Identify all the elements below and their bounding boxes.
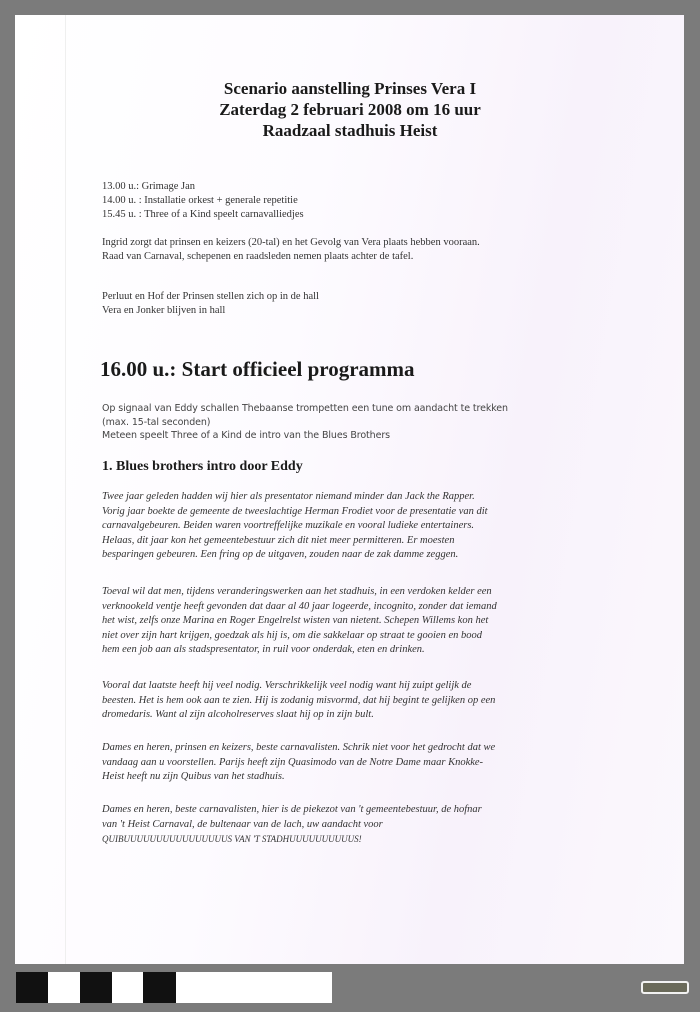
seating-paragraph [102, 236, 622, 264]
text-line: Raad van Carnaval, schepenen en raadsleden nemen plaats achter de tafel. [102, 251, 414, 262]
text-line: Twee jaar geleden hadden wij hier als presentator niemand minder dan Jack the Rapper. [102, 491, 475, 502]
script-paragraph-3 [102, 679, 622, 723]
text-line: Dames en heren, beste carnavalisten, hier is de piekezot van 't gemeentebestuur, de hofnar [102, 804, 482, 815]
text-line: Meteen speelt Three of a Kind de intro van the Blues Brothers [102, 430, 391, 441]
text-line: QUIBUUUUUUUUUUUUUUUUS VAN 'T STADHUUUUUUUUUUS! [102, 834, 362, 845]
subheading: 1. Blues brothers intro door Eddy [102, 459, 303, 474]
scale-bar-black [16, 972, 48, 1003]
text-line: verknookeld ventje heeft gevonden dat daar al 40 jaar logeerde, incognito, zonder dat iemand [102, 600, 497, 612]
section-heading: 16.00 u.: Start officieel programma [100, 357, 415, 381]
title-line: Raadzaal stadhuis Heist [262, 121, 438, 140]
text-line: vandaag aan u voorstellen. Parijs heeft zijn Quasimodo van de Notre Dame maar Knokke- [102, 756, 484, 768]
title-line: Zaterdag 2 februari 2008 om 16 uur [219, 100, 481, 119]
text-line: Vorig jaar boekte de gemeente de tweeslachtige Herman Frodiet voor de presentatie van dit [102, 505, 488, 517]
schedule-item: 14.00 u. : Installatie orkest + generale repetitie [102, 195, 298, 206]
scale-bar-black [143, 972, 176, 1003]
text-line: hem een job aan als stadspresentator, in ruil voor onderdak, eten en drinken. [102, 644, 425, 656]
schedule-item: 15.45 u. : Three of a Kind speelt carnavalliedjes [102, 209, 304, 220]
text-line: van 't Heist Carnaval, de bultenaar van de lach, uw aandacht voor [102, 818, 383, 830]
archive-label-tag [641, 981, 689, 994]
intro-paragraph [102, 402, 622, 443]
text-line: Perluut en Hof der Prinsen stellen zich op in de hall [102, 291, 319, 302]
script-paragraph-5 [102, 803, 622, 847]
page-fold-line [65, 15, 66, 964]
schedule-item: 13.00 u.: Grimage Jan [102, 181, 196, 192]
text-line: niet over zijn hart krijgen, goedzak als hij is, om die sakkelaar op straat te gooien en bood [102, 629, 482, 641]
scale-bar-white-long [176, 972, 332, 1003]
text-line: Ingrid zorgt dat prinsen en keizers (20-tal) en het Gevolg van Vera plaats hebben vooraan. [102, 237, 480, 248]
text-line: Helaas, dit jaar kon het gemeentebestuur zich dit niet meer permitteren. Er moesten [102, 534, 455, 546]
text-line: carnavalgebeuren. Beiden waren voortreffelijke muzikale en vooral ludieke entertainers. [102, 520, 475, 532]
text-line: Heist heeft nu zijn Quibus van het stadhuis. [102, 771, 285, 783]
text-line: Vera en Jonker blijven in hall [102, 305, 226, 316]
text-line: Vooral dat laatste heeft hij veel nodig. Verschrikkelijk veel nodig want hij zuipt gelijk de [102, 680, 472, 691]
script-paragraph-2 [102, 585, 622, 658]
text-line: (max. 15-tal seconden) [102, 416, 211, 428]
scale-bar-black [80, 972, 112, 1003]
text-line: Toeval wil dat men, tijdens veranderingswerken aan het stadhuis, in een verdoken kelder een [102, 586, 492, 597]
text-line: Op signaal van Eddy schallen Thebaanse trompetten een tune om aandacht te trekken [102, 403, 508, 414]
text-line: het wist, zelfs onze Marina en Roger Engelrelst wisten van nietent. Schepen Willems kon het [102, 615, 489, 627]
script-paragraph-4 [102, 741, 622, 785]
scale-bar-white [112, 972, 143, 1003]
title-line: Scenario aanstelling Prinses Vera I [223, 79, 477, 98]
script-paragraph-1 [102, 490, 622, 563]
hall-paragraph [102, 290, 622, 318]
scale-bar-white [48, 972, 80, 1003]
text-line: beesten. Het is hem ook aan te zien. Hij is zodanig misvormd, dat hij begint te gelijken op een [102, 694, 496, 706]
document-title [0, 78, 700, 141]
text-line: besparingen gebeuren. Een fring op de uitgaven, zouden naar de zak damme zeggen. [102, 549, 459, 561]
text-line: dromedaris. Want al zijn alcoholreserves slaat hij op in zijn bult. [102, 709, 374, 721]
text-line: Dames en heren, prinsen en keizers, beste carnavalisten. Schrik niet voor het gedrocht dat we [102, 742, 496, 753]
schedule-list [102, 180, 622, 222]
